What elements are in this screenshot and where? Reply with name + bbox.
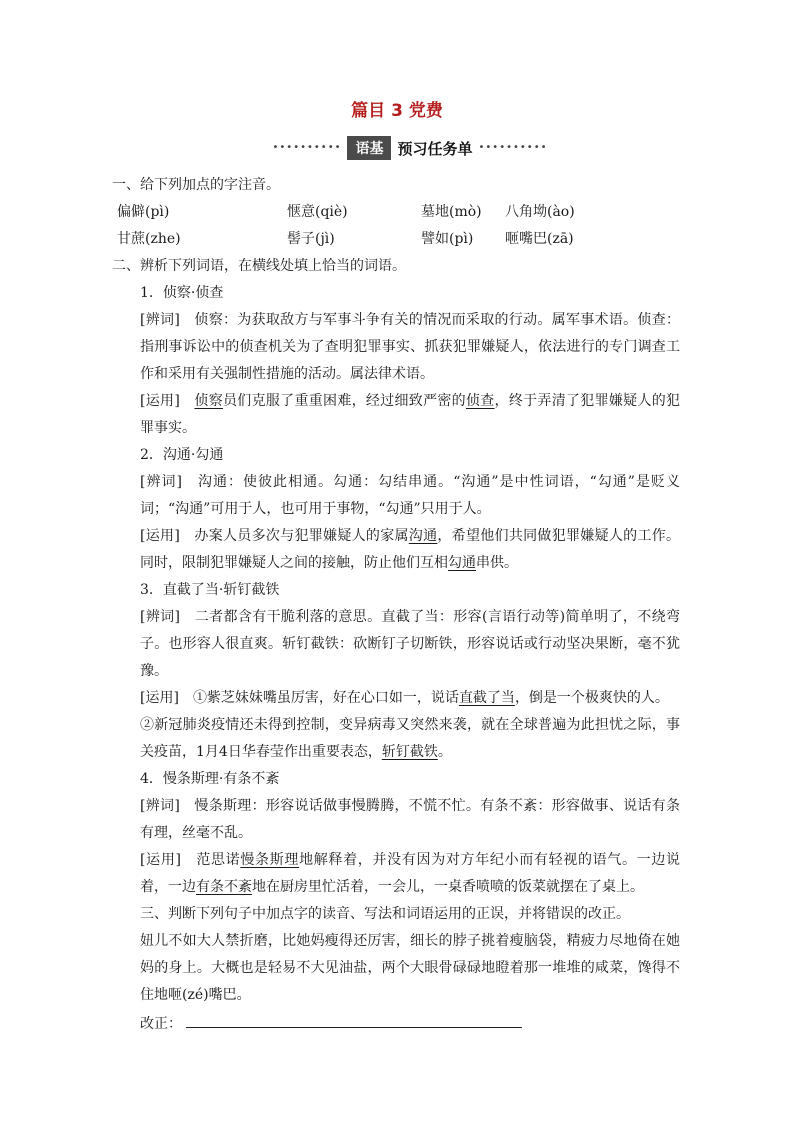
usage-text: 地解释着，并没有因为对方年纪小而有轻视的语气。一边说着，一边: [140, 852, 681, 895]
usage-text: 。: [437, 744, 452, 760]
usage-text: 串供。: [476, 555, 518, 571]
analysis-tag: [辨词]: [140, 609, 181, 625]
entry-title: 2．沟通·勾通: [140, 447, 224, 463]
section1-heading: 一、给下列加点的字注音。: [112, 177, 280, 193]
usage-text: 办案人员多次与犯罪嫌疑人的家属: [194, 528, 409, 544]
usage-text: ，倒是一个极爽快的人。: [514, 690, 669, 706]
dots-left: ••••••••••: [272, 142, 342, 153]
usage-answer: 慢条斯理: [240, 852, 300, 868]
entry-title: 4．慢条斯理·有条不紊: [140, 771, 280, 787]
pinyin-item: 譬如(pì): [421, 231, 474, 247]
banner-text: 预习任务单: [397, 139, 473, 158]
usage-answer: 直截了当: [458, 690, 515, 706]
section3-heading: 三、判断下列句子中加点字的读音、写法和词语运用的正误，并将错误的改正。: [140, 906, 630, 922]
usage-answer: 侦查: [465, 393, 495, 409]
usage-tag: [运用]: [140, 528, 180, 544]
pinyin-item: 墓地(mò): [421, 204, 482, 220]
usage-text: ，希望他们共同做犯罪嫌疑人的工作。同时，限制犯罪嫌疑人之间的接触，防止他们互相: [140, 528, 681, 571]
usage-text: 范思诺: [196, 852, 241, 868]
entry-title: 1．侦察·侦查: [140, 285, 224, 301]
pinyin-row-1: [112, 199, 680, 226]
analysis-text: 二者都含有干脆利落的意思。直截了当：形容(言语行动等)简单明了，不绕弯子。也形容人很直爽。斩钉截铁：砍断钉子切断铁，形容说话或行动坚决果断，毫不犹豫。: [140, 609, 680, 679]
dots-right: ••••••••••: [478, 142, 548, 153]
correction-blank[interactable]: [186, 1009, 522, 1028]
usage-tag: [运用]: [140, 393, 180, 409]
usage-text: 地在厨房里忙活着，一会儿，一桌香喷喷的饭菜就摆在了桌上。: [252, 879, 644, 895]
entry-analysis: [112, 307, 680, 388]
section3-passage: 妞儿不如大人禁折磨，比她妈瘦得还厉害，细长的脖子挑着瘦脑袋，精疲力尽地倚在她妈的身上。大概也是轻易不大见油盐，两个大眼骨碌碌地瞪着那一堆堆的咸菜，馋得不住地咂(zé)嘴巴。: [140, 933, 680, 1003]
analysis-tag: [辨词]: [140, 312, 180, 328]
usage-text: ①紫芝妹妹嘴虽厉害，好在心口如一，说话: [192, 690, 459, 706]
usage-tag: [运用]: [140, 852, 181, 868]
entry-usage: [112, 685, 680, 712]
correction-row: [112, 1009, 680, 1038]
entry-title: 3．直截了当·斩钉截铁: [140, 582, 280, 598]
content-body: [112, 172, 680, 1038]
usage-answer: 斩钉截铁: [381, 744, 438, 760]
usage-text: ②新冠肺炎疫情还未得到控制，变异病毒又突然来袭，就在全球普遍为此担忧之际，事关疫苗，1月4日华春莹作出重要表态，: [140, 717, 680, 760]
pinyin-row-2: [112, 226, 680, 253]
usage-answer: 有条不紊: [196, 879, 252, 895]
pinyin-item: 惬意(qiè): [287, 204, 348, 220]
entry-analysis: [112, 604, 680, 685]
section-banner: [270, 136, 550, 160]
analysis-text: 沟通：使彼此相通。勾通：勾结串通。“沟通”是中性词语，“勾通”是贬义词；“沟通”可用于人，也可用于事物，“勾通”只用于人。: [140, 474, 680, 517]
pinyin-item: 偏僻(pì): [117, 204, 170, 220]
entry-analysis: [112, 469, 680, 523]
analysis-tag: [辨词]: [140, 474, 182, 490]
pinyin-item: 咂嘴巴(zā): [505, 231, 574, 247]
analysis-tag: [辨词]: [140, 798, 180, 814]
usage-answer: 沟通: [408, 528, 438, 544]
usage-answer: 侦察: [194, 393, 223, 409]
analysis-text: 慢条斯理：形容说话做事慢腾腾，不慌不忙。有条不紊：形容做事、说话有条有理，丝毫不乱。: [140, 798, 681, 841]
entry-analysis: [112, 793, 680, 847]
pinyin-item: 髻子(jì): [287, 231, 335, 247]
usage-answer: 勾通: [448, 555, 476, 571]
correction-label: 改正：: [140, 1016, 182, 1032]
banner-tag: 语基: [347, 136, 391, 160]
usage-tag: [运用]: [140, 690, 179, 706]
pinyin-item: 甘蔗(zhe): [117, 231, 181, 247]
entry-usage: [112, 388, 680, 442]
pinyin-item: 八角坳(ào): [505, 204, 575, 220]
section2-heading: 二、辨析下列词语，在横线处填上恰当的词语。: [112, 258, 406, 274]
entry-usage: [112, 847, 680, 901]
page-title: 篇目 3 党费: [351, 101, 443, 121]
analysis-text: 侦察：为获取敌方与军事斗争有关的情况而采取的行动。属军事术语。侦查：指刑事诉讼中的侦查机关为了查明犯罪事实、抓获犯罪嫌疑人，依法进行的专门调查工作和采用有关强制性措施的活动。属法律术语。: [140, 312, 681, 382]
usage-text: 员们克服了重重困难，经过细致严密的: [223, 393, 466, 409]
usage-text: ，终于弄清了犯罪嫌疑人的犯罪事实。: [140, 393, 681, 436]
entry-usage-2: [112, 712, 680, 766]
entry-usage: [112, 523, 680, 577]
